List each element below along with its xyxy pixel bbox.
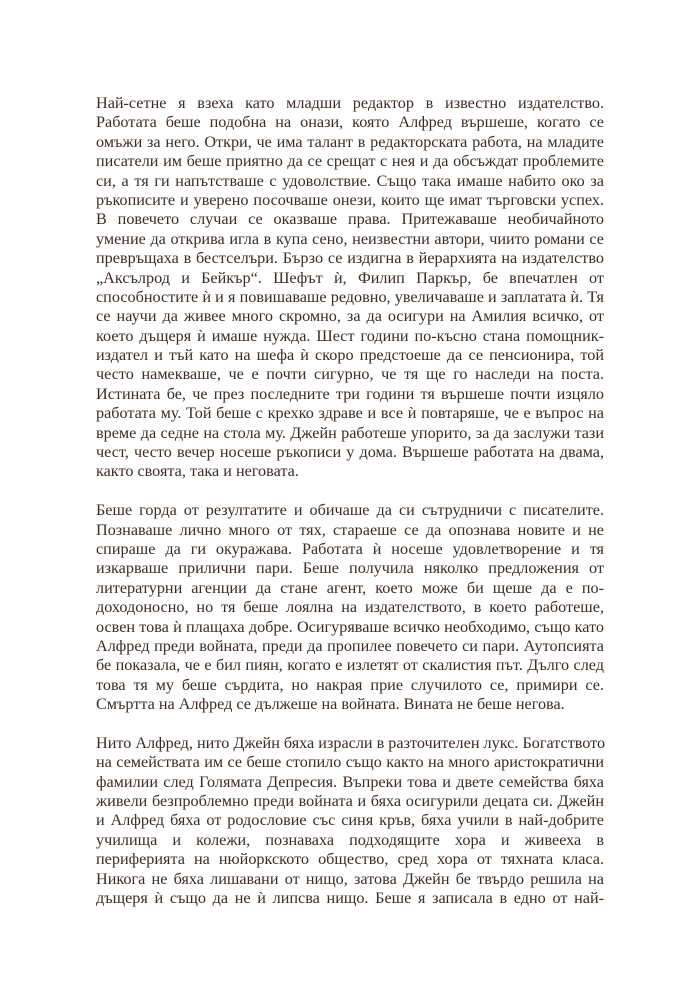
text-line: умение да открива игла в купа сено, неизвестни автори, чиито романи се <box>96 229 604 248</box>
text-line: дъщеря ѝ също да не ѝ липсва нищо. Беше я записала в едно от най- <box>96 889 604 908</box>
text-line: писатели им беше приятно да се срещат с нея и да обсъждат проблемите <box>96 152 604 171</box>
text-line: бе показала, че е бил пиян, когато е излетят от скалистия път. Дълго след <box>96 656 604 675</box>
text-line: омъжи за него. Откри, че има талант в редакторската работа, на младите <box>96 132 604 151</box>
text-line: както своята, така и неговата. <box>96 462 299 481</box>
paragraph <box>96 94 604 482</box>
text-line: се научи да живее много скромно, за да осигури на Амилия всичко, от <box>96 307 604 326</box>
text-line: на семействата им се беше стопило също както на много аристократични <box>96 753 604 772</box>
text-line: чест, често вечер носеше ръкописи у дома. Вършеше работата на двама, <box>96 443 604 462</box>
paragraph <box>96 734 604 909</box>
text-line: Никога не бяха лишавани от нищо, затова Джейн бе твърдо решила на <box>96 869 604 888</box>
text-line: ръкописите и уверено посочваше онези, които ще имат търговски успех. <box>96 190 604 209</box>
text-line: доходоносно, но тя беше лоялна на издателството, в което работеше, <box>96 598 604 617</box>
text-line: Познаваше лично много от тях, стараеше се да опознава новите и не <box>96 520 604 539</box>
text-line: което дъщеря ѝ имаше нужда. Шест години по-късно стана помощник- <box>96 326 604 345</box>
text-line: В повечето случаи се оказваше права. Притежаваше необичайното <box>96 210 604 229</box>
text-line: това тя му беше сърдита, но накрая прие случилото се, примири се. <box>96 675 604 694</box>
text-line: издател и тъй като на шефа ѝ скоро предстоеше да се пенсионира, той <box>96 346 604 365</box>
text-line: освен това ѝ плащаха добре. Осигуряваше всичко необходимо, също като <box>96 617 604 636</box>
text-line: и Алфред бяха от родословие със синя кръв, бяха учили в най-добрите <box>96 811 604 830</box>
text-line: фамилии след Голямата Депресия. Въпреки това и двете семейства бяха <box>96 772 604 791</box>
text-line: време да седне на стола му. Джейн работеше упорито, за да заслужи тази <box>96 423 604 442</box>
text-line: Смъртта на Алфред се дължеше на войната. Вината не беше негова. <box>96 695 565 714</box>
text-line: изкарваше прилични пари. Беше получила няколко предложения от <box>96 559 604 578</box>
paragraph <box>96 501 604 714</box>
body-text <box>96 94 604 928</box>
text-line: превръщаха в бестселъри. Бързо се издигна в йерархията на издателство <box>96 249 604 268</box>
text-line: „Аксълрод и Бейкър“. Шефът ѝ, Филип Паркър, бе впечатлен от <box>96 268 604 287</box>
text-line: периферията на нюйоркското общество, сред хора от тяхната класа. <box>96 850 604 869</box>
text-line: училища и колежи, познаваха подходящите хора и живееха в <box>96 830 604 849</box>
text-line: работата му. Той беше с крехко здраве и все ѝ повтаряше, че е въпрос на <box>96 404 604 423</box>
text-line: често намекваше, че е почти сигурно, че тя ще го наследи на поста. <box>96 365 604 384</box>
text-line: Алфред преди войната, преди да пропилее повечето си пари. Аутопсията <box>96 636 604 655</box>
text-line: Най-сетне я взеха като младши редактор в известно издателство. <box>96 94 604 112</box>
text-line: Работата беше подобна на онази, която Алфред вършеше, когато се <box>96 113 604 132</box>
text-line: Истината бе, че през последните три години тя вършеше почти изцяло <box>96 384 604 403</box>
text-line: Беше горда от резултатите и обичаше да си сътрудничи с писателите. <box>96 501 604 520</box>
text-line: Нито Алфред, нито Джейн бяха израсли в разточителен лукс. Богатството <box>96 733 606 752</box>
text-line: литературни агенции да стане агент, което може би щеше да е по- <box>96 578 604 597</box>
text-line: си, а тя ги напътстваше с удоволствие. Също така имаше набито око за <box>96 171 604 190</box>
text-line: живели безпроблемно преди войната и бяха осигурили децата си. Джейн <box>96 792 604 811</box>
text-line: спираше да ги окуражава. Работата ѝ носеше удовлетворение и тя <box>96 539 604 558</box>
text-line: способностите ѝ и я повишаваше редовно, увеличаваше и заплатата ѝ. Тя <box>96 287 604 306</box>
